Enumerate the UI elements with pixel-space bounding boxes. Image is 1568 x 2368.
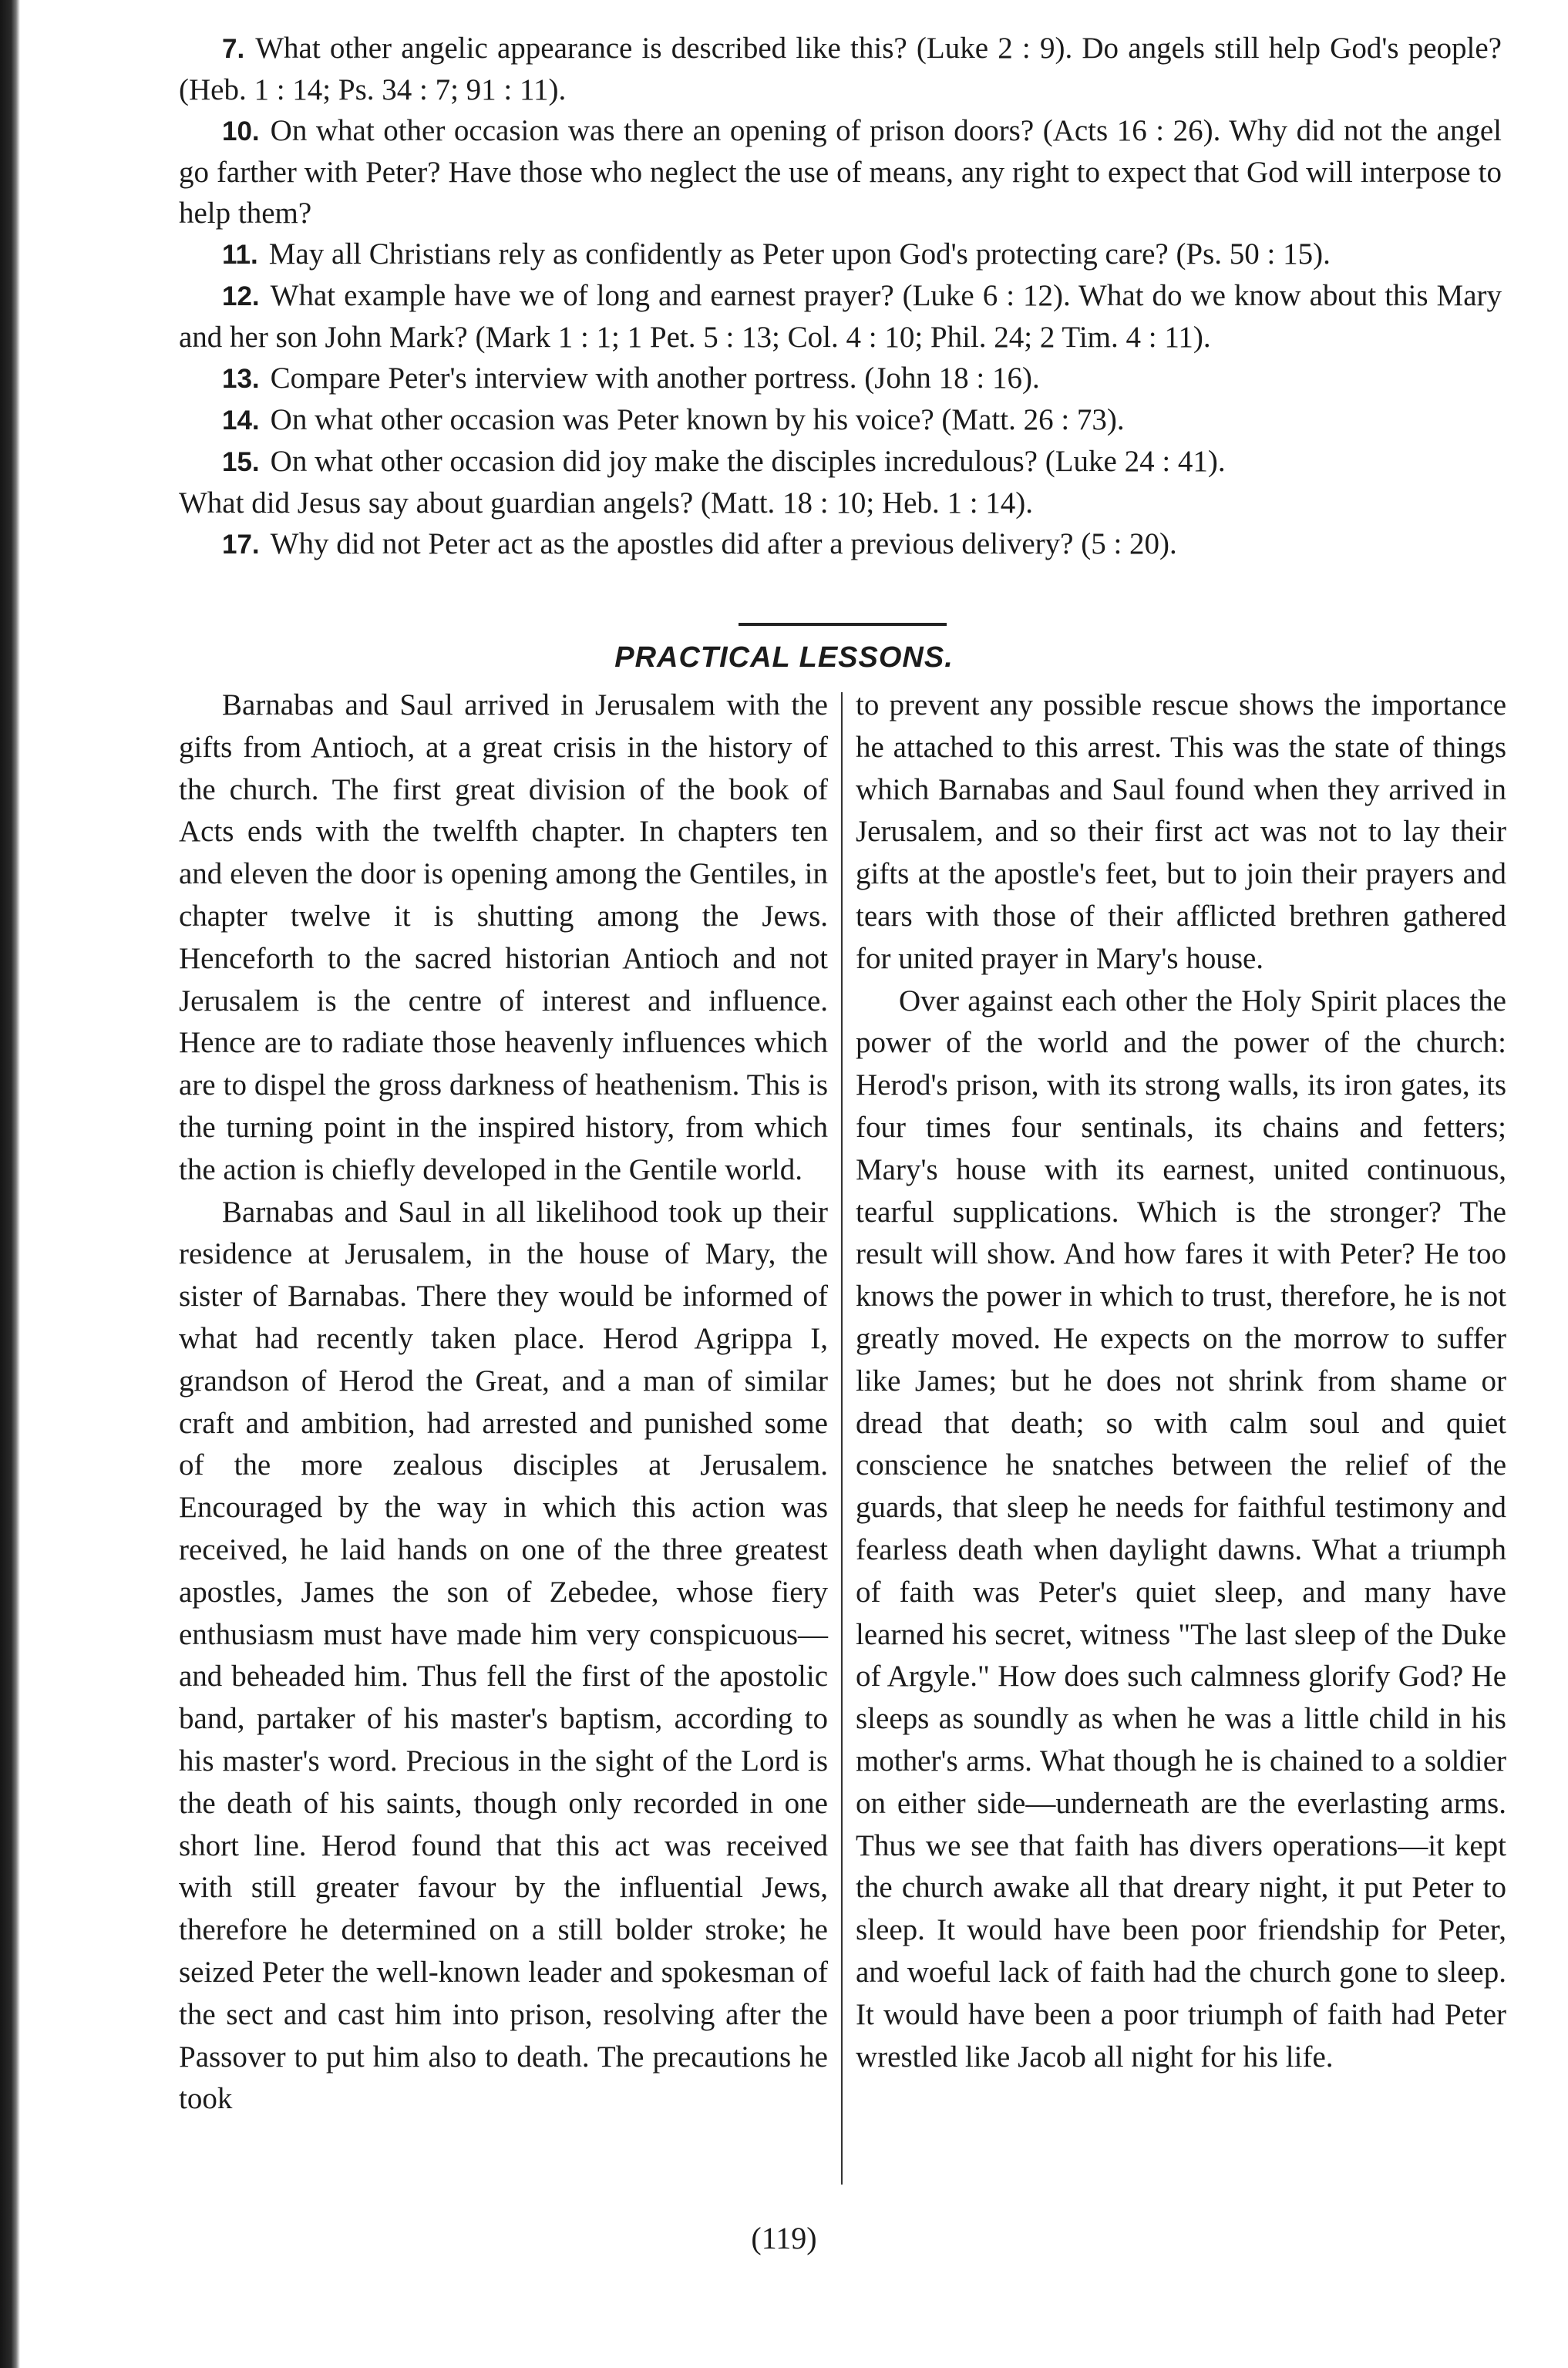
question-item (179, 110, 1502, 234)
paragraph: Over against each other the Holy Spirit places the power of the world and the power of the church: Herod's prison, with its strong walls, its iron gates, its four times four sentinals, its chains and fetters; Mary's house with its earnest, united continuous, tearful supplications. Which is the stronger? The result will show. And how fares it with Peter? He too knows the power in which to trust, therefore, he is not greatly moved. He expects on the morrow to suffer like James; but he does not shrink from shame or dread that death; so with calm soul and quiet conscience he snatches between the relief of the guards, that sleep he needs for faithful testimony and fearless death when daylight dawns. What a triumph of faith was Peter's quiet sleep, and many have learned his secret, witness "The last sleep of the Duke of Argyle." How does such calmness glorify God? He sleeps as soundly as when he was a little child in his mother's arms. What though he is chained to a soldier on either side—underneath are the everlasting arms. Thus we see that faith has divers operations—it kept the church awake all that dreary night, it put Peter to sleep. It would have been poor friendship for Peter, and woeful lack of faith had the church gone to sleep. It would have been a poor triumph of faith had Peter wrestled like Jacob all night for his life. (856, 984, 1506, 2074)
question-text: May all Christians rely as confidently as Peter upon God's protecting care? (Ps. 50 : 15). (268, 237, 1331, 271)
question-continuation (179, 483, 1502, 523)
question-number: 12. (222, 281, 260, 311)
question-text: Why did not Peter act as the apostles did after a previous delivery? (5 : 20). (270, 527, 1177, 560)
question-text: Compare Peter's interview with another portress. (John 18 : 16). (270, 362, 1040, 395)
question-item (179, 275, 1502, 358)
question-item (179, 441, 1502, 483)
question-text: On what other occasion did joy make the disciples incredulous? (Luke 24 : 41). (270, 445, 1226, 478)
question-number: 7. (222, 34, 245, 64)
column-divider (841, 692, 843, 2185)
question-text: What other angelic appearance is described like this? (Luke 2 : 9). Do angels still help God's people? (Heb. 1 : 14; Ps. 34 : 7; 91 : 11). (179, 32, 1502, 106)
question-text: What did Jesus say about guardian angels? (Matt. 18 : 10; Heb. 1 : 14). (179, 486, 1034, 520)
question-number: 17. (222, 530, 260, 560)
question-item (179, 358, 1502, 399)
section-heading: PRACTICAL LESSONS. (614, 641, 954, 674)
question-number: 11. (222, 240, 258, 270)
section-rule (739, 623, 947, 626)
paragraph: Barnabas and Saul arrived in Jerusalem with the gifts from Antioch, at a great crisis in the history of the church. The first great division of the book of Acts ends with the twelfth chapter. In chapters ten and eleven the door is opening among the Gentiles, in chapter twelve it is shutting among the Jews. Henceforth to the sacred historian Antioch and not Jerusalem is the centre of interest and influence. Hence are to radiate those heavenly influences which are to dispel the gross darkness of heathenism. This is the turning point in the inspired history, from which the action is chiefly developed in the Gentile world. (179, 688, 828, 1186)
question-text: What example have we of long and earnest prayer? (Luke 6 : 12). What do we know about this Mary and her son John Mark? (Mark 1 : 1; 1 Pet. 5 : 13; Col. 4 : 10; Phil. 24; 2 Tim. 4 : 11). (179, 279, 1502, 354)
paragraph: to prevent any possible rescue shows the importance he attached to this arrest. This was the state of things which Barnabas and Saul found when they arrived in Jerusalem, and so their first act was not to lay their gifts at the apostle's feet, but to join their prayers and tears with those of their afflicted brethren gathered for united prayer in Mary's house. (856, 688, 1506, 975)
question-number: 13. (222, 364, 260, 394)
question-item (179, 523, 1502, 565)
left-column (179, 684, 828, 2121)
question-number: 15. (222, 447, 260, 477)
question-number: 14. (222, 405, 260, 436)
question-item (179, 234, 1502, 275)
question-number: 10. (222, 116, 260, 146)
page-number: (119) (751, 2221, 817, 2255)
review-questions (179, 28, 1502, 565)
question-item (179, 399, 1502, 441)
paragraph: Barnabas and Saul in all likelihood took up their residence at Jerusalem, in the house of Mary, the sister of Barnabas. There they would be informed of what had recently taken place. Herod Agrippa I, grandson of Herod the Great, and a man of similar craft and ambition, had arrested and punished some of the more zealous disciples at Jerusalem. Encouraged by the way in which this action was received, he laid hands on one of the three greatest apostles, James the son of Zebedee, whose fiery enthusiasm must have made him very conspicuous—and beheaded him. Thus fell the first of the apostolic band, partaker of his master's baptism, according to his master's word. Precious in the sight of the Lord is the death of his saints, though only recorded in one short line. Herod found that this act was received with still greater favour by the influential Jews, therefore he determined on a still bolder stroke; he seized Peter the well-known leader and spokesman of the sect and cast him into prison, resolving after the Passover to put him also to death. The precautions he took (179, 1195, 828, 2116)
question-text: On what other occasion was there an opening of prison doors? (Acts 16 : 26). Why did not the angel go farther with Peter? Have those who neglect the use of means, any right to expect that God will interpose to help them? (179, 114, 1502, 230)
book-binding-edge (0, 0, 20, 2368)
right-column (856, 684, 1506, 2078)
question-text: On what other occasion was Peter known by his voice? (Matt. 26 : 73). (270, 403, 1125, 436)
question-item (179, 28, 1502, 110)
